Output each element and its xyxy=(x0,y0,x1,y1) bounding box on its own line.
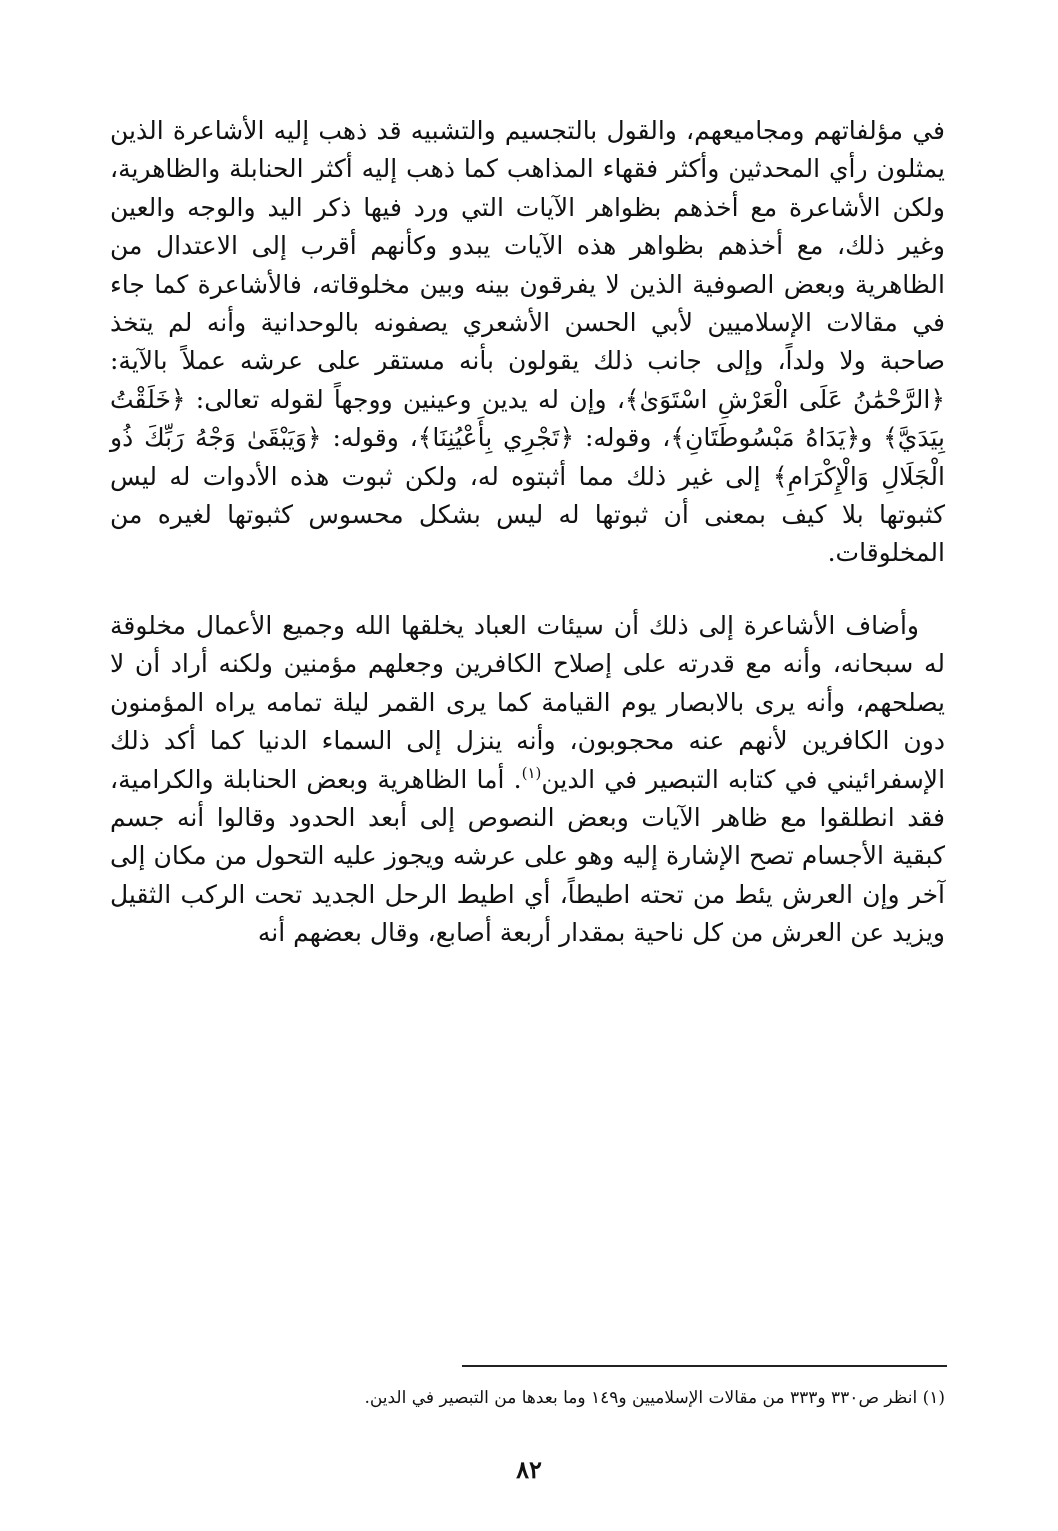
paragraph-1: في مؤلفاتهم ومجاميعهم، والقول بالتجسيم والتشبيه قد ذهب إليه الأشاعرة الذين يمثلون رأي المحدثين وأكثر فقهاء المذاهب كما ذهب إليه أكثر الحنابلة والظاهرية، ولكن الأشاعرة مع أخذهم بظواهر الآيات التي ورد فيها ذكر اليد والوجه والعين وغير ذلك، مع أخذهم بظواهر هذه الآيات يبدو وكأنهم أقرب إلى الاعتدال من الظاهرية وبعض الصوفية الذين لا يفرقون بينه وبين مخلوقاته، فالأشاعرة كما جاء في مقالات الإسلاميين لأبي الحسن الأشعري يصفونه بالوحدانية وأنه لم يتخذ صاحبة ولا ولداً، وإلى جانب ذلك يقولون بأنه مستقر على عرشه عملاً بالآية: ﴿الرَّحْمَٰنُ عَلَى الْعَرْشِ اسْتَوَىٰ﴾، وإن له يدين وعينين ووجهاً لقوله تعالى: ﴿خَلَقْتُ بِيَدَيَّ﴾ و﴿يَدَاهُ مَبْسُوطَتَانِ﴾، وقوله: ﴿تَجْرِي بِأَعْيُنِنَا﴾، وقوله: ﴿وَيَبْقَىٰ وَجْهُ رَبِّكَ ذُو الْجَلَالِ وَالْإِكْرَامِ﴾ إلى غير ذلك مما أثبتوه له، ولكن ثبوت هذه الأدوات له ليس كثبوتها بلا كيف بمعنى أن ثبوتها له ليس بشكل محسوس كثبوتها لغيره من المخلوقات. xyxy=(110,116,945,568)
page-number: ٨٢ xyxy=(516,1455,542,1484)
footnote: (١) انظر ص٣٣٠ و٣٣٣ من مقالات الإسلاميين و١٤٩ وما بعدها من التبصير في الدين. xyxy=(364,1388,945,1408)
main-text xyxy=(110,112,945,953)
paragraph-2-before-note: وأضاف الأشاعرة إلى ذلك أن سيئات العباد يخلقها الله وجميع الأعمال مخلوقة له سبحانه، وأنه مع قدرته على إصلاح الكافرين وجعلهم مؤمنين ولكنه أراد أن لا يصلحهم، وأنه يرى بالابصار يوم القيامة كما يرى القمر ليلة تمامه يراه المؤمنون دون الكافرين لأنهم عنه محجوبون، وأنه ينزل إلى السماء الدنيا كما أكد ذلك الإسفرائيني في كتابه التبصير في الدين xyxy=(110,610,946,794)
paragraph-2 xyxy=(110,607,945,953)
paragraph-2-after-note: . أما الظاهرية وبعض الحنابلة والكرامية، فقد انطلقوا مع ظاهر الآيات وبعض النصوص إلى أبعد الحدود وقالوا أنه جسم كبقية الأجسام تصح الإشارة إليه وهو على عرشه ويجوز عليه التحول من مكان إلى آخر وإن العرش يئط من تحته اطيطاً، أي اطيط الرحل الجديد تحت الركب الثقيل ويزيد عن العرش من كل ناحية بمقدار أربعة أصابع، وقال بعضهم أنه xyxy=(110,764,945,948)
footnote-marker: (١) xyxy=(521,763,542,782)
footnote-separator xyxy=(462,1365,947,1367)
